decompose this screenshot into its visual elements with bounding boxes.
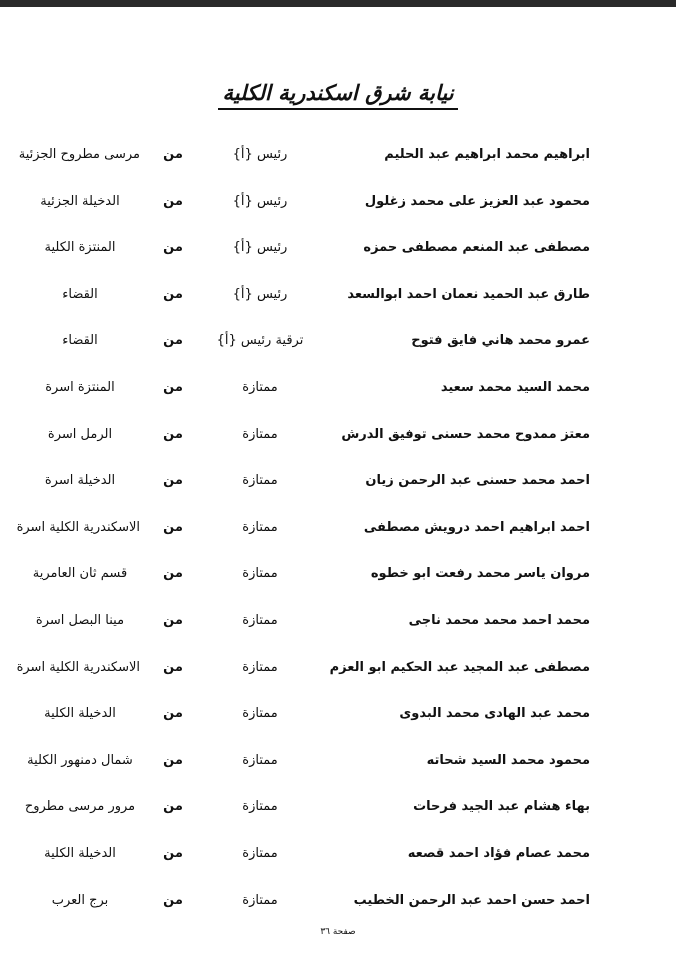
list-item — [0, 508, 676, 555]
person-name: محمد احمد محمد محمد ناجى — [408, 612, 590, 628]
list-item — [0, 834, 676, 881]
origin-court: مينا البصل اسرة — [35, 612, 125, 628]
grade-label: ممتازة — [242, 473, 278, 489]
person-name: احمد محمد حسنى عبد الرحمن زيان — [365, 473, 590, 489]
grade-label: رئيس {أ} — [232, 147, 288, 162]
list-item — [0, 648, 676, 695]
from-label: من — [163, 752, 183, 768]
person-name: محمد عبد الهادى محمد البدوى — [399, 706, 590, 722]
from-label: من — [163, 519, 183, 535]
grade-label: ممتازة — [242, 612, 278, 628]
from-label: من — [163, 566, 183, 582]
person-name: محمود عبد العزيز على محمد زغلول — [364, 193, 590, 209]
list-item — [0, 415, 676, 462]
list-item — [0, 554, 676, 601]
from-label: من — [163, 240, 183, 256]
grade-label: ترقية رئيس {أ} — [216, 333, 304, 349]
grade-label: ممتازة — [242, 426, 278, 442]
person-name: محمد عصام فؤاد احمد قصعه — [407, 845, 590, 861]
origin-court: الدخيلة الجزئية — [40, 193, 120, 209]
list-item — [0, 135, 676, 182]
list-item — [0, 275, 676, 322]
from-label: من — [163, 799, 183, 815]
person-name: احمد حسن احمد عبد الرحمن الخطيب — [353, 892, 590, 908]
from-label: من — [163, 892, 183, 908]
grade-label: ممتازة — [242, 845, 278, 861]
grade-label: ممتازة — [242, 566, 278, 582]
origin-court: مرور مرسى مطروح — [24, 799, 136, 815]
page-number: صفحة ٣٦ — [320, 927, 356, 937]
origin-court: المنتزة اسرة — [45, 379, 115, 395]
person-name: محمد السيد محمد سعيد — [440, 379, 590, 395]
grade-label: ممتازة — [242, 752, 278, 768]
from-label: من — [163, 193, 183, 209]
grade-label: رئيس {أ} — [232, 286, 288, 302]
list-item — [0, 461, 676, 508]
person-name: عمرو محمد هاني فايق فتوح — [411, 333, 590, 349]
person-name: مصطفى عبد المنعم مصطفى حمزه — [363, 240, 590, 256]
page-title: نيابة شرق اسكندرية الكلية — [218, 80, 457, 110]
person-name: مروان ياسر محمد رفعت ابو خطوه — [370, 566, 590, 582]
origin-court: القضاء — [62, 286, 98, 302]
origin-court: الدخيلة اسرة — [44, 473, 116, 489]
grade-label: رئيس {أ} — [232, 193, 288, 209]
list-item — [0, 694, 676, 741]
origin-court: الاسكندرية الكلية اسرة — [16, 659, 140, 675]
origin-court: الدخيلة الكلية — [44, 845, 116, 861]
person-name: محمود محمد السيد شحاته — [426, 752, 590, 768]
from-label: من — [163, 426, 183, 442]
grade-label: ممتازة — [242, 379, 278, 395]
list-item — [0, 321, 676, 368]
origin-court: مرسى مطروح الجزئية — [18, 147, 140, 162]
origin-court: شمال دمنهور الكلية — [27, 752, 133, 768]
from-label: من — [163, 333, 183, 349]
list-item — [0, 228, 676, 275]
person-name: بهاء هشام عبد الجيد فرحات — [413, 799, 590, 815]
from-label: من — [163, 473, 183, 489]
grade-label: ممتازة — [242, 659, 278, 675]
from-label: من — [163, 706, 183, 722]
origin-court: الدخيلة الكلية — [44, 706, 116, 722]
scan-top-edge — [0, 0, 676, 7]
list-item — [0, 182, 676, 229]
origin-court: المنتزة الكلية — [44, 240, 116, 256]
from-label: من — [163, 659, 183, 675]
list-item — [0, 881, 676, 928]
grade-label: ممتازة — [242, 706, 278, 722]
origin-court: برج العرب — [51, 892, 109, 908]
grade-label: ممتازة — [242, 519, 278, 535]
list-item — [0, 787, 676, 834]
from-label: من — [163, 147, 183, 162]
person-name: احمد ابراهيم احمد درويش مصطفى — [363, 519, 590, 535]
from-label: من — [163, 379, 183, 395]
origin-court: الاسكندرية الكلية اسرة — [16, 519, 140, 535]
origin-court: الرمل اسرة — [47, 426, 113, 442]
person-name: ابراهيم محمد ابراهيم عبد الحليم — [384, 147, 590, 162]
list-item — [0, 601, 676, 648]
grade-label: رئيس {أ} — [232, 240, 288, 256]
assignments-list — [0, 135, 676, 927]
grade-label: ممتازة — [242, 892, 278, 908]
list-item — [0, 741, 676, 788]
from-label: من — [163, 612, 183, 628]
person-name: طارق عبد الحميد نعمان احمد ابوالسعد — [347, 286, 590, 302]
list-item — [0, 368, 676, 415]
origin-court: قسم ثان العامرية — [32, 566, 128, 582]
from-label: من — [163, 286, 183, 302]
from-label: من — [163, 845, 183, 861]
grade-label: ممتازة — [242, 799, 278, 815]
origin-court: القضاء — [62, 333, 98, 349]
person-name: مصطفى عبد المجيد عبد الحكيم ابو العزم — [329, 659, 590, 675]
person-name: معتز ممدوح محمد حسنى توفيق الدرش — [341, 426, 590, 442]
page-heading — [0, 80, 676, 110]
